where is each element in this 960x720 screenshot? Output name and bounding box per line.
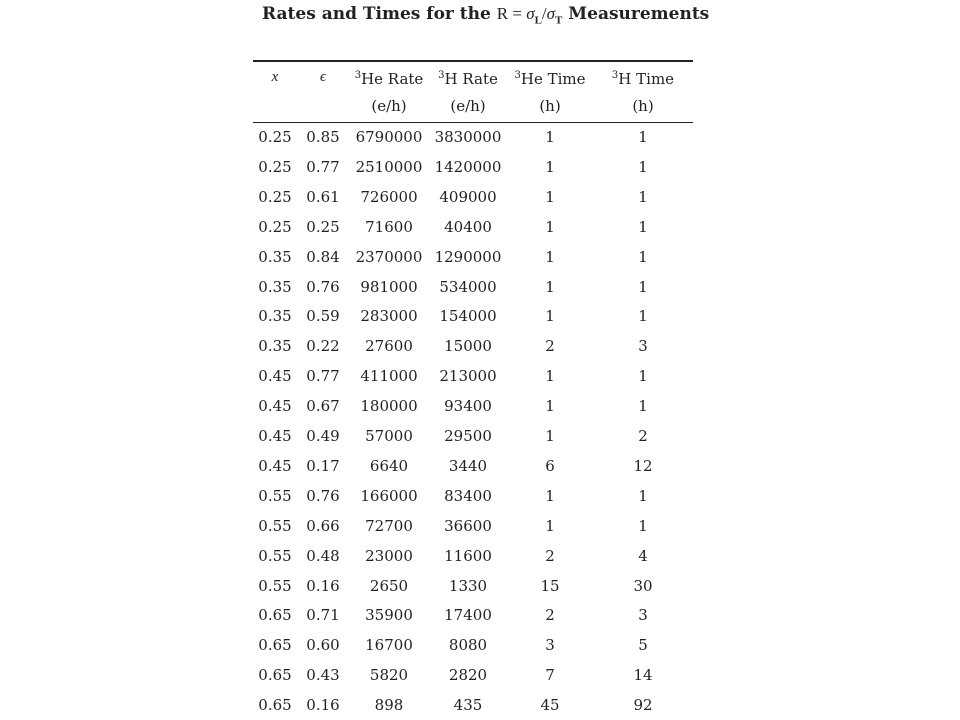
header-epsilon-label: ϵ — [319, 69, 327, 85]
header-h-time-unit: (h) — [632, 97, 654, 115]
cell-he-rate: 2510000 — [355, 157, 423, 176]
title-sub-l: L — [534, 14, 542, 27]
cell-h-rate: 1290000 — [434, 247, 502, 266]
cell-x: 0.65 — [258, 666, 292, 685]
cell-x: 0.65 — [258, 606, 292, 625]
cell-h-time: 5 — [638, 636, 648, 655]
header-h-time-sup: 3 — [611, 70, 619, 81]
cell-h-rate: 15000 — [444, 337, 492, 356]
cell-he-time: 2 — [545, 337, 555, 356]
cell-he-rate: 2650 — [369, 576, 409, 595]
cell-h-time: 1 — [638, 307, 648, 326]
cell-x: 0.65 — [258, 636, 292, 655]
cell-h-time: 1 — [638, 277, 648, 296]
cell-x: 0.35 — [258, 247, 292, 266]
cell-h-time: 3 — [638, 337, 648, 356]
cell-h-time: 3 — [638, 606, 648, 625]
cell-he-time: 1 — [545, 307, 555, 326]
cell-h-time: 1 — [638, 247, 648, 266]
title-equals: = — [508, 4, 527, 23]
cell-epsilon: 0.77 — [306, 157, 340, 176]
cell-epsilon: 0.71 — [306, 606, 340, 625]
cell-h-time: 4 — [638, 546, 648, 565]
header-x-label: x — [271, 69, 279, 85]
cell-h-rate: 2820 — [448, 666, 488, 685]
header-h-rate-sup: 3 — [438, 70, 445, 81]
cell-he-time: 1 — [545, 157, 555, 176]
cell-he-time: 1 — [545, 247, 555, 266]
cell-he-rate: 16700 — [365, 636, 413, 655]
cell-epsilon: 0.67 — [306, 397, 340, 416]
cell-x: 0.25 — [258, 217, 292, 236]
header-x — [250, 67, 300, 86]
cell-he-rate: 6640 — [369, 456, 409, 475]
cell-he-rate: 898 — [374, 696, 404, 715]
cell-h-rate: 3830000 — [434, 128, 502, 146]
cell-epsilon: 0.61 — [306, 187, 340, 206]
cell-x: 0.45 — [258, 367, 292, 386]
cell-epsilon: 0.77 — [306, 367, 340, 386]
cell-he-time: 45 — [540, 696, 560, 715]
cell-h-rate: 93400 — [444, 397, 492, 416]
cell-h-rate: 3440 — [448, 456, 488, 475]
cell-he-time: 1 — [545, 367, 555, 386]
cell-h-rate: 11600 — [444, 546, 492, 565]
table-top-rule — [253, 60, 693, 62]
cell-epsilon: 0.16 — [306, 576, 340, 595]
cell-h-rate: 409000 — [439, 187, 497, 206]
cell-he-rate: 166000 — [360, 486, 418, 505]
header-epsilon — [300, 67, 346, 86]
cell-x: 0.35 — [258, 307, 292, 326]
cell-he-time: 2 — [545, 606, 555, 625]
cell-x: 0.55 — [258, 546, 292, 565]
cell-he-time: 1 — [545, 187, 555, 206]
cell-he-time: 1 — [545, 128, 555, 146]
table-title — [262, 4, 709, 26]
cell-he-time: 2 — [545, 546, 555, 565]
cell-h-rate: 154000 — [439, 307, 497, 326]
header-he-time-sup: 3 — [514, 70, 521, 81]
header-he-time-unit: (h) — [539, 97, 561, 115]
header-he-rate — [349, 67, 429, 88]
title-suffix: Measurements — [562, 4, 710, 24]
header-h-rate-label: H Rate — [444, 70, 498, 88]
cell-x: 0.25 — [258, 157, 292, 176]
cell-he-rate: 981000 — [360, 277, 418, 296]
header-he-time — [507, 67, 593, 88]
cell-h-rate: 83400 — [444, 486, 492, 505]
cell-he-rate: 5820 — [369, 666, 409, 685]
cell-h-rate: 29500 — [444, 427, 492, 445]
cell-epsilon: 0.84 — [306, 247, 340, 266]
cell-he-rate: 72700 — [365, 516, 413, 535]
cell-h-time: 1 — [638, 397, 648, 416]
cell-he-time: 6 — [545, 456, 555, 475]
cell-he-time: 7 — [545, 666, 555, 685]
cell-h-time: 1 — [638, 157, 648, 176]
cell-x: 0.55 — [258, 576, 292, 595]
cell-he-rate: 180000 — [360, 397, 418, 416]
cell-h-rate: 36600 — [444, 516, 492, 535]
title-r: R — [496, 4, 509, 23]
cell-h-rate: 17400 — [444, 606, 492, 625]
header-he-rate-unit: (e/h) — [371, 97, 407, 115]
cell-he-time: 3 — [545, 636, 555, 655]
cell-h-rate: 435 — [453, 696, 483, 715]
cell-h-time: 30 — [633, 576, 653, 595]
title-sub-t: T — [555, 14, 563, 27]
title-sigma-t: σ — [546, 4, 556, 23]
cell-he-rate: 57000 — [365, 427, 413, 445]
cell-epsilon: 0.48 — [306, 546, 340, 565]
cell-x: 0.35 — [258, 337, 292, 356]
cell-epsilon: 0.43 — [306, 666, 340, 685]
cell-h-rate: 1330 — [448, 576, 488, 595]
cell-epsilon: 0.16 — [306, 696, 340, 715]
header-h-time — [595, 67, 691, 88]
cell-x: 0.25 — [258, 187, 292, 206]
cell-h-rate: 213000 — [439, 367, 497, 386]
cell-x: 0.55 — [258, 486, 292, 505]
header-h-rate — [430, 67, 506, 88]
header-he-rate-label: He Rate — [361, 70, 424, 88]
title-sigma-l: σ — [526, 4, 535, 23]
cell-epsilon: 0.22 — [306, 337, 340, 356]
cell-h-time: 1 — [638, 367, 648, 386]
cell-h-time: 14 — [633, 666, 653, 685]
cell-epsilon: 0.49 — [306, 427, 340, 445]
table-header-rule — [253, 122, 693, 123]
cell-he-time: 15 — [540, 576, 560, 595]
cell-epsilon: 0.17 — [306, 456, 340, 475]
cell-x: 0.55 — [258, 516, 292, 535]
cell-epsilon: 0.66 — [306, 516, 340, 535]
cell-h-time: 1 — [638, 516, 648, 535]
cell-he-rate: 411000 — [360, 367, 418, 386]
cell-he-time: 1 — [545, 397, 555, 416]
cell-h-time: 1 — [638, 187, 648, 206]
cell-x: 0.25 — [258, 128, 292, 146]
cell-he-rate: 23000 — [365, 546, 413, 565]
title-prefix: Rates and Times for the — [262, 4, 497, 24]
cell-x: 0.45 — [258, 397, 292, 416]
cell-h-time: 1 — [638, 217, 648, 236]
cell-he-rate: 35900 — [365, 606, 413, 625]
cell-epsilon: 0.85 — [306, 128, 340, 146]
title-formula — [496, 4, 563, 27]
cell-he-rate: 283000 — [360, 307, 418, 326]
cell-h-rate: 8080 — [448, 636, 488, 655]
cell-x: 0.45 — [258, 427, 292, 445]
header-he-time-label: He Time — [520, 70, 586, 88]
cell-he-rate: 726000 — [360, 187, 418, 206]
cell-h-rate: 534000 — [439, 277, 497, 296]
cell-epsilon: 0.76 — [306, 277, 340, 296]
cell-he-time: 1 — [545, 486, 555, 505]
header-h-time-label: H Time — [618, 70, 675, 88]
cell-he-time: 1 — [545, 277, 555, 296]
cell-h-time: 92 — [633, 696, 653, 715]
cell-he-rate: 27600 — [365, 337, 413, 356]
cell-h-time: 1 — [638, 486, 648, 505]
cell-epsilon: 0.59 — [306, 307, 340, 326]
cell-h-time: 2 — [638, 427, 648, 445]
cell-epsilon: 0.25 — [306, 217, 340, 236]
cell-he-time: 1 — [545, 217, 555, 236]
header-h-rate-unit: (e/h) — [450, 97, 486, 115]
cell-h-rate: 40400 — [444, 217, 492, 236]
header-he-rate-sup: 3 — [354, 70, 362, 81]
cell-he-time: 1 — [545, 516, 555, 535]
cell-he-rate: 6790000 — [355, 128, 423, 146]
cell-x: 0.65 — [258, 696, 292, 715]
title-slash: / — [541, 4, 547, 23]
cell-he-rate: 2370000 — [355, 247, 423, 266]
cell-h-time: 12 — [633, 456, 653, 475]
cell-he-time: 1 — [545, 427, 555, 445]
cell-epsilon: 0.60 — [306, 636, 340, 655]
cell-x: 0.35 — [258, 277, 292, 296]
cell-x: 0.45 — [258, 456, 292, 475]
cell-h-time: 1 — [638, 128, 648, 146]
cell-he-rate: 71600 — [365, 217, 413, 236]
cell-epsilon: 0.76 — [306, 486, 340, 505]
cell-h-rate: 1420000 — [434, 157, 502, 176]
